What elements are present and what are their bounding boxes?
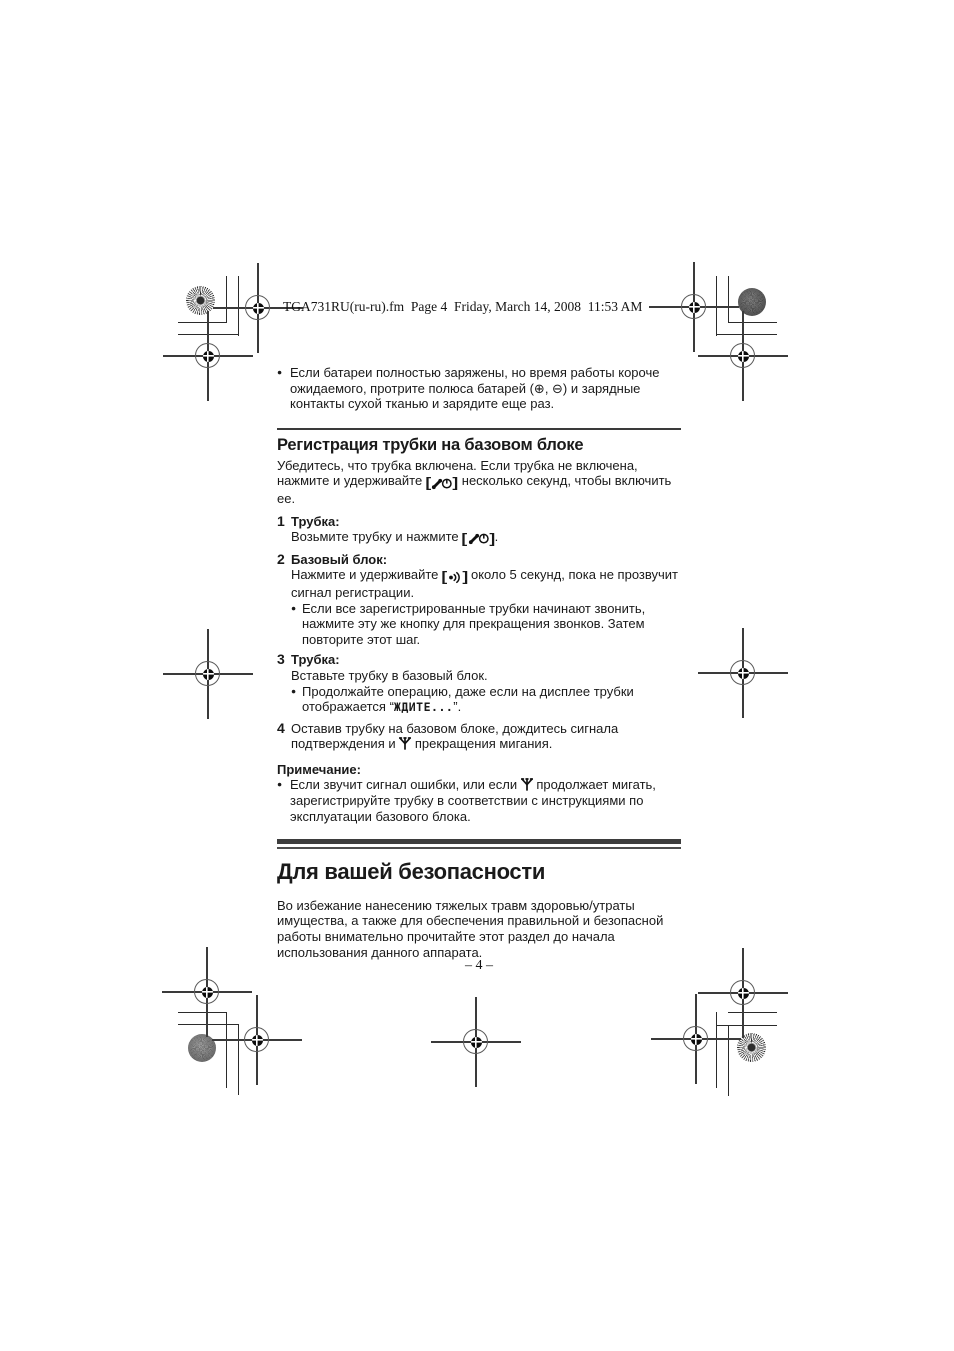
step-2-label: Базовый блок:	[291, 551, 388, 567]
chapter-divider-line	[277, 847, 681, 849]
handset-display-text: ЖДИТЕ...	[393, 700, 454, 715]
registration-crosshair-icon	[163, 629, 253, 719]
error-note-bullet: ● Если звучит сигнал ошибки, или если продолжает мигать, зарегистрируйте трубку в соответствии с инструкциями по эксплуатации базового блока.	[277, 777, 656, 824]
registration-section-title: Регистрация трубки на базовом блоке	[277, 435, 584, 454]
bullet-icon: ●	[291, 602, 297, 613]
registration-crosshair-icon	[698, 311, 788, 401]
antenna-icon	[521, 777, 533, 792]
section-divider	[277, 428, 681, 430]
registration-crosshair-icon	[698, 948, 788, 1038]
step-2: 2 Базовый блок: Нажмите и удерживайте [ ] около 5 секунд, пока не прозвучит сигнал регистрации. ● Если все зарегистрированные трубки начинают звонить, нажмите эту же кнопку для прекращения звонков. Затем повторите этот шаг.	[277, 552, 681, 648]
registration-crosshair-icon	[431, 997, 521, 1087]
registration-intro: Убедитесь, что трубка включена. Если трубка не включена, нажмите и удерживайте [ ] несколько секунд, чтобы включить ее.	[277, 457, 672, 506]
step-2-note-bullet: ● Если все зарегистрированные трубки начинают звонить, нажмите эту же кнопку для прекращения звонков. Затем повторите этот шаг.	[291, 600, 646, 647]
safety-intro-text: Во избежание нанесению тяжелых травм здоровью/утраты имущества, а также для обеспечения правильной и безопасной работы внимательно прочитайте этот раздел до начала использования данного аппарата.	[277, 897, 664, 960]
battery-note-text: Если батареи полностью заряжены, но время работы короче ожидаемого, протрите полюса батарей (⊕, ⊖) и зарядные контакты сухой тканью и зарядите еще раз.	[290, 365, 660, 412]
step-2-body: Нажмите и удерживайте [ ] около 5 секунд, пока не прозвучит сигнал регистрации.	[291, 567, 678, 600]
locator-speaker-key-icon: [ ]	[441, 568, 468, 585]
step-1: 1 Трубка: Возьмите трубку и нажмите [ ] .	[277, 514, 681, 547]
note-heading: Примечание:	[277, 761, 361, 777]
handset-power-key-icon: [ ]	[425, 474, 459, 491]
bullet-icon: ●	[277, 779, 283, 790]
bullet-icon: ●	[291, 685, 297, 696]
registration-crosshair-icon	[212, 995, 302, 1085]
bullet-icon: ●	[277, 367, 283, 377]
step-3-note-bullet: ● Продолжайте операцию, даже если на дисплее трубки отображается “ЖДИТЕ...”.	[291, 683, 634, 715]
step-4: 4 Оставив трубку на базовом блоке, дождитесь сигнала подтверждения и прекращения мигания.	[277, 721, 681, 752]
step-3: 3 Трубка: Вставьте трубку в базовый блок. ● Продолжайте операцию, даже если на дисплее трубки отображается “ЖДИТЕ...”.	[277, 652, 681, 715]
file-info-header: TGA731RU(ru-ru).fm Page 4 Friday, March 14, 2008 11:53 AM	[283, 299, 643, 314]
step-4-body: Оставив трубку на базовом блоке, дождитесь сигнала подтверждения и прекращения мигания.	[291, 720, 619, 752]
step-3-label: Трубка:	[291, 652, 340, 668]
chapter-divider-bar	[277, 839, 681, 844]
page-content	[277, 365, 681, 960]
page-number: – 4 –	[465, 958, 493, 973]
antenna-icon	[399, 736, 411, 751]
registration-crosshair-icon	[163, 311, 253, 401]
step-3-body: Вставьте трубку в базовый блок.	[291, 667, 488, 683]
step-1-body: Возьмите трубку и нажмите [ ] .	[291, 529, 499, 547]
registration-steps	[277, 514, 681, 752]
handset-power-key-icon: [ ]	[461, 530, 496, 547]
safety-chapter-title: Для вашей безопасности	[277, 858, 546, 884]
step-1-label: Трубка:	[291, 513, 340, 529]
registration-crosshair-icon	[698, 628, 788, 718]
battery-note-bullet	[277, 365, 681, 412]
